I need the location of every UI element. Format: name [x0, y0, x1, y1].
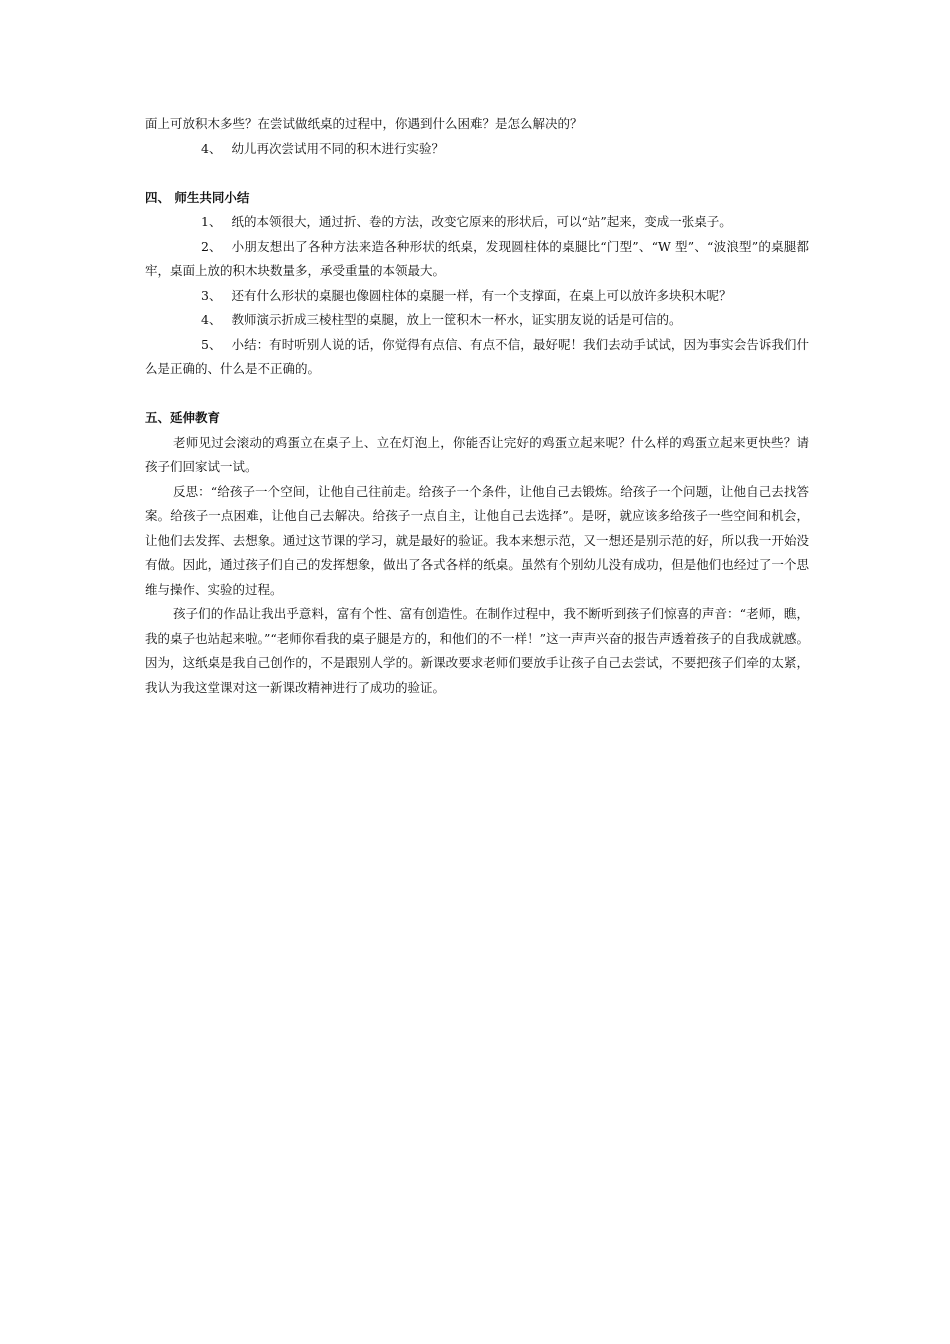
- section-4-item-5-text: 小结：有时听别人说的话，你觉得有点信、有点不信，最好呢！我们去动手试试，因为事实会告诉我们什么是正确的、什么是不正确的。: [145, 336, 809, 376]
- section-4-item-5-number: 5、: [201, 336, 222, 352]
- section-4-item-3-number: 3、: [201, 287, 222, 303]
- section-4-item-2-text: 小朋友想出了各种方法来造各种形状的纸桌，发现圆柱体的桌腿比“门型”、“W 型”、“波浪型”的桌腿都牢，桌面上放的积木块数量多，承受重量的本领最大。: [145, 238, 809, 278]
- section-4-item-3: [145, 284, 809, 309]
- section-4-item-2: [145, 235, 809, 284]
- spacer: [145, 161, 809, 186]
- spacer: [145, 382, 809, 407]
- section-5-paragraph-1: 老师见过会滚动的鸡蛋立在桌子上、立在灯泡上，你能否让完好的鸡蛋立起来呢？什么样的鸡蛋立起来更快些？请孩子们回家试一试。: [145, 434, 809, 474]
- section-4-item-1-number: 1、: [201, 214, 222, 229]
- section-4-item-2-number: 2、: [201, 238, 222, 254]
- document-page: [145, 112, 809, 700]
- intro-item-4-text: 幼儿再次尝试用不同的积木进行实验？: [231, 140, 444, 156]
- section-4-heading: 四、 师生共同小结: [145, 189, 250, 205]
- intro-item-4: [145, 137, 809, 162]
- section-5-heading: 五、延伸教育: [145, 410, 221, 425]
- section-5-paragraph-3: 孩子们的作品让我出乎意料，富有个性、富有创造性。在制作过程中，我不断听到孩子们惊喜的声音：“老师，瞧，我的桌子也站起来啦。”“老师你看我的桌子腿是方的，和他们的不一样！”这一声声兴奋的报告声透着孩子的自我成就感。因为，这纸桌是我自己创作的，不是跟别人学的。新课改要求老师们要放手让孩子自己去尝试，不要把孩子们牵的太紧，我认为我这堂课对这一新课改精神进行了成功的验证。: [145, 606, 809, 695]
- intro-continuation: 面上可放积木多些？在尝试做纸桌的过程中，你遇到什么困难？是怎么解决的？: [145, 116, 583, 131]
- section-4-item-5: [145, 333, 809, 382]
- section-4-item-3-text: 还有什么形状的桌腿也像圆柱体的桌腿一样，有一个支撑面，在桌上可以放许多块积木呢？: [231, 287, 732, 303]
- section-5-paragraph-2: 反思：“给孩子一个空间，让他自己往前走。给孩子一个条件，让他自己去锻炼。给孩子一个问题，让他自己去找答案。给孩子一点困难，让他自己去解决。给孩子一点自主，让他自己去选择”。是呀，就应该多给孩子一些空间和机会，让他们去发挥、去想象。通过这节课的学习，就是最好的验证。我本来想示范，又一想还是别示范的好，所以我一开始没有做。因此，通过孩子们自己的发挥想象，做出了各式各样的纸桌。虽然有个别幼儿没有成功，但是他们也经过了一个思维与操作、实验的过程。: [145, 483, 809, 597]
- section-4-item-4-text: 教师演示折成三棱柱型的桌腿，放上一筐积木一杯水，证实朋友说的话是可信的。: [231, 312, 682, 327]
- section-4-item-1: [145, 210, 809, 235]
- section-4-item-1-text: 纸的本领很大，通过折、卷的方法，改变它原来的形状后，可以“站”起来，变成一张桌子。: [231, 214, 732, 229]
- section-4-item-4: [145, 308, 809, 333]
- section-4-item-4-number: 4、: [201, 312, 222, 327]
- intro-item-4-number: 4、: [201, 140, 222, 156]
